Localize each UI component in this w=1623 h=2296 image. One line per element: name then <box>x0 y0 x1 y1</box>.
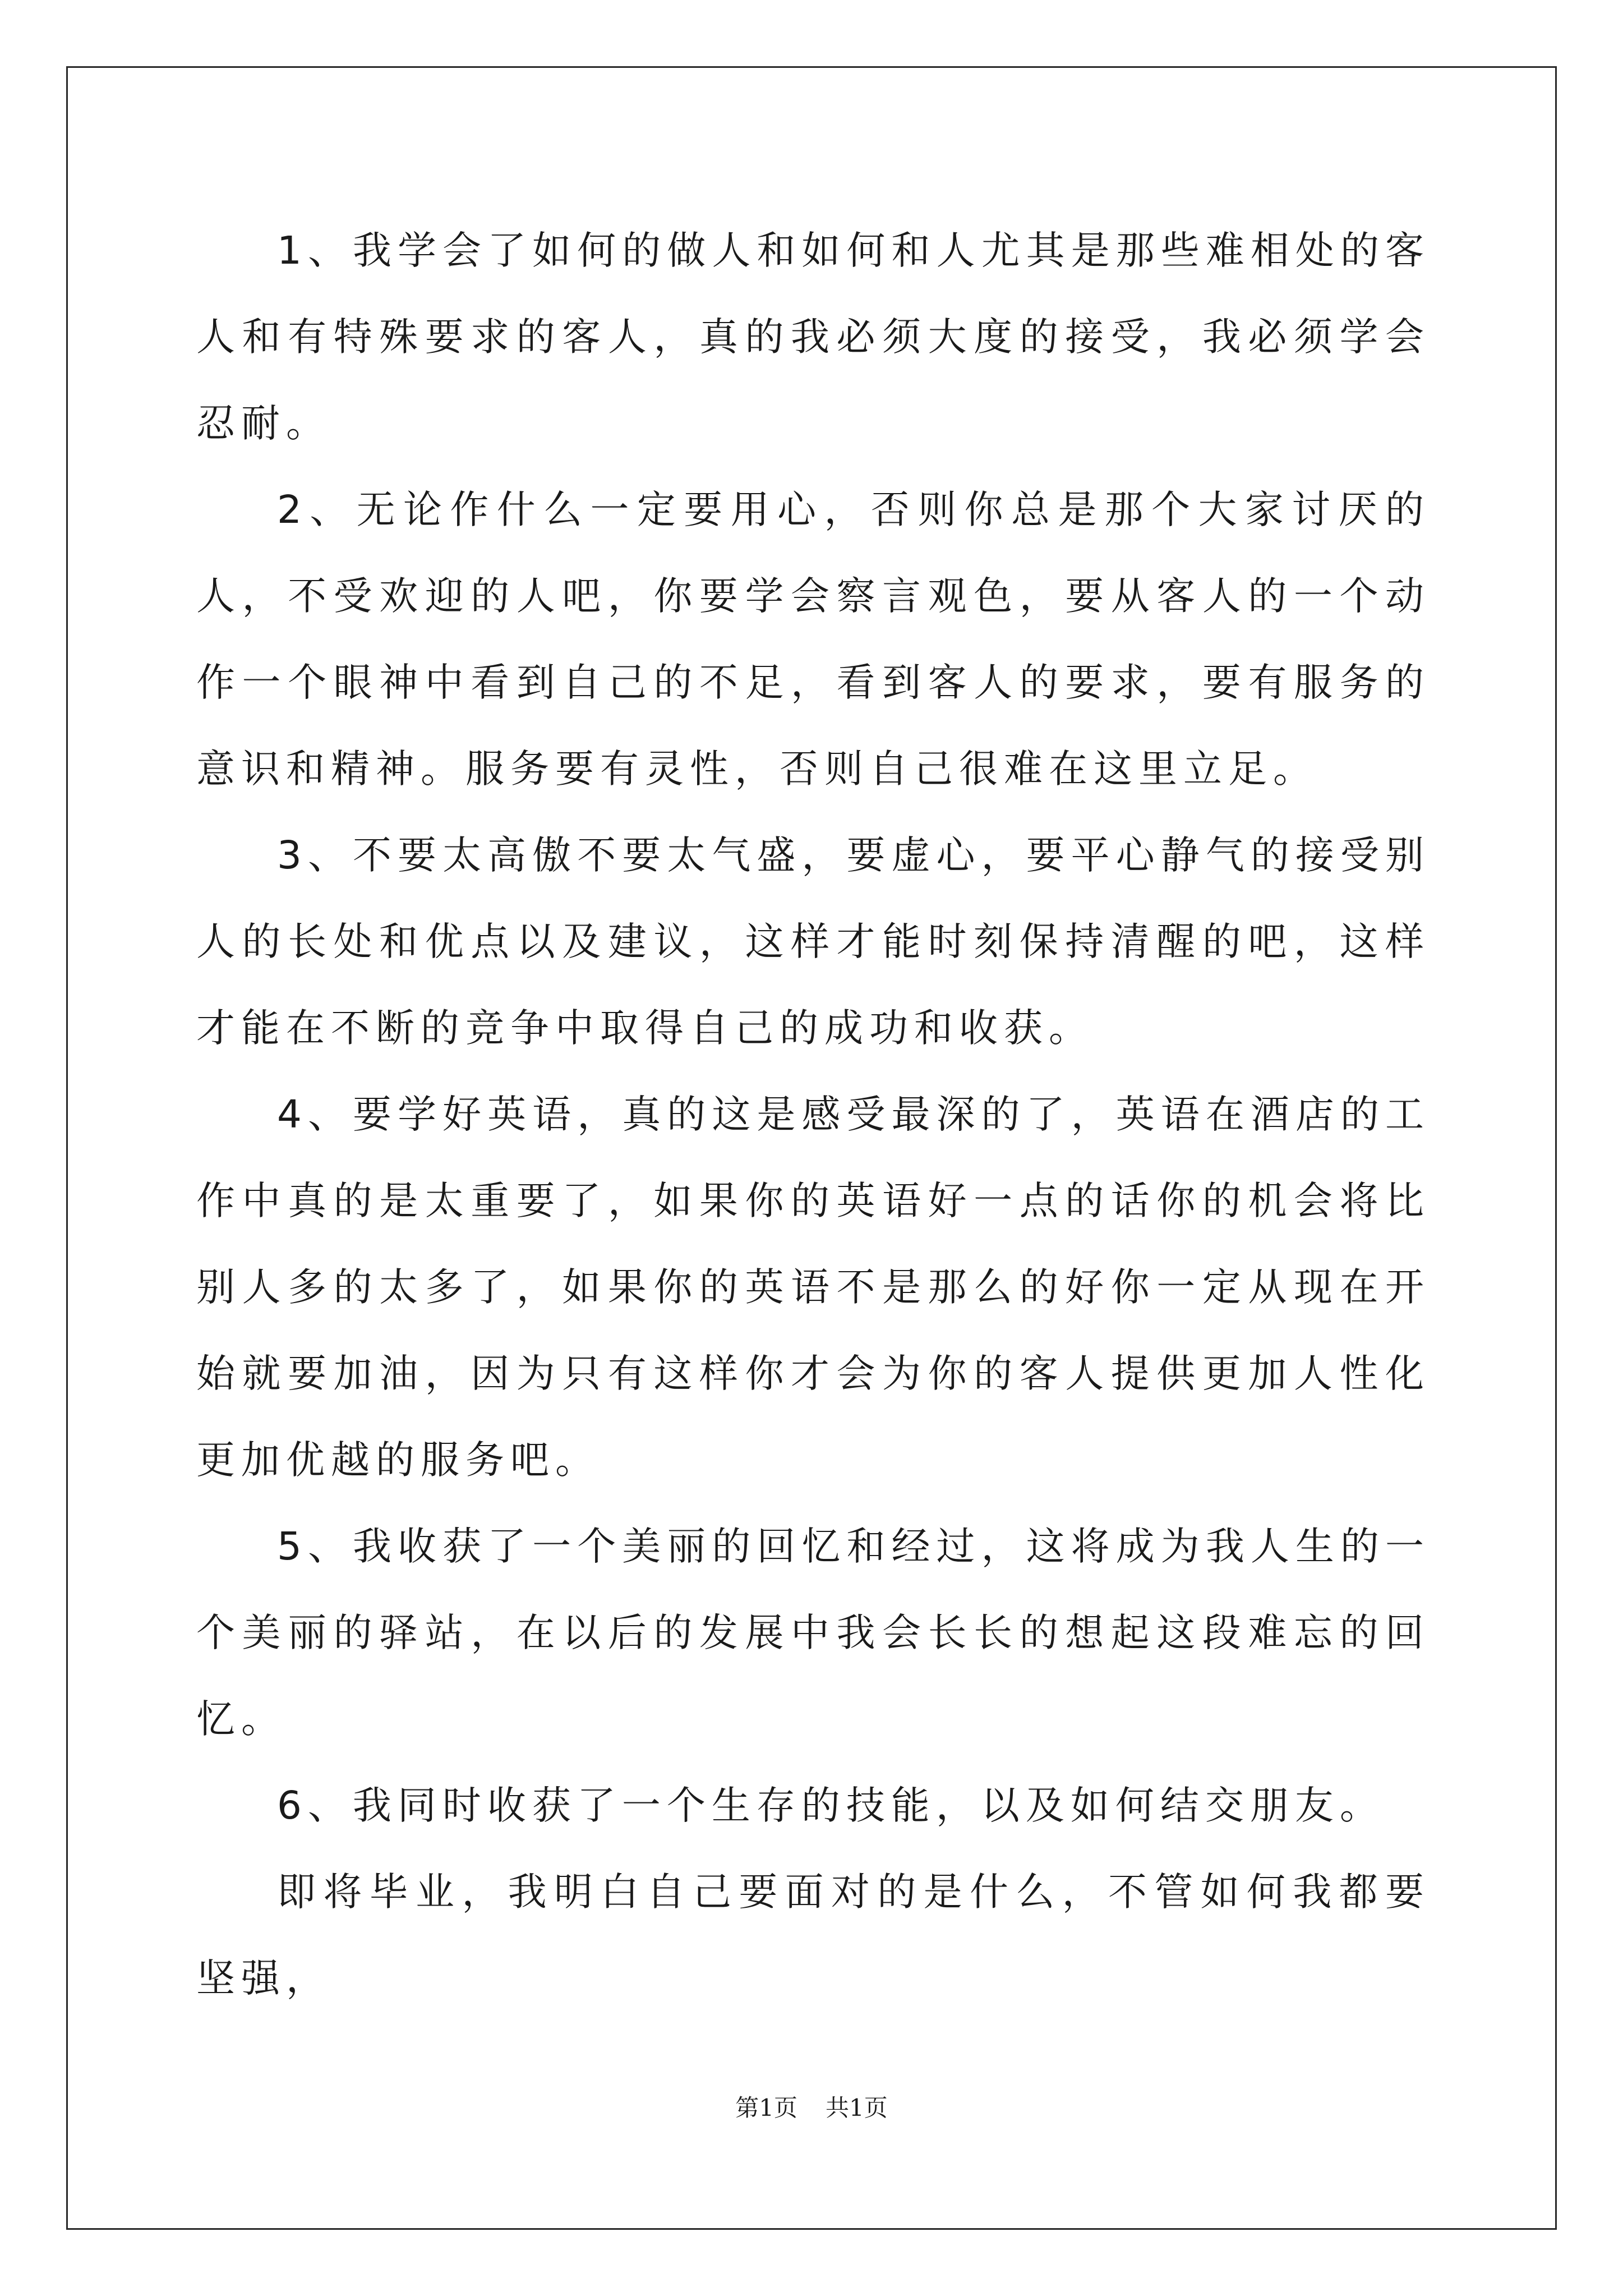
paragraph-6: 6、我同时收获了一个生存的技能，以及如何结交朋友。 <box>277 1783 1385 1828</box>
paragraph-1: 1、我学会了如何的做人和如何和人尤其是那些难相处的客人和有特殊要求的客人，真的我必须大度的接受，我必须学会忍耐。 <box>196 228 1430 446</box>
paragraph-7: 即将毕业，我明白自己要面对的是什么，不管如何我都要坚强， <box>196 1870 1430 2001</box>
paragraph-4: 4、要学好英语，真的这是感受最深的了，英语在酒店的工作中真的是太重要了，如果你的英语好一点的话你的机会将比别人多的太多了，如果你的英语不是那么的好你一定从现在开始就要加油，因为只有这样你才会为你的客人提供更加人性化更加优越的服务吧。 <box>196 1092 1430 1483</box>
total-pages: 共1页 <box>826 2094 888 2122</box>
paragraph-3: 3、不要太高傲不要太气盛，要虚心，要平心静气的接受别人的长处和优点以及建议，这样才能时刻保持清醒的吧，这样才能在不断的竞争中取得自己的成功和收获。 <box>196 833 1430 1051</box>
page-number: 第1页 <box>735 2094 797 2122</box>
page-footer <box>0 2091 1623 2125</box>
document-body <box>196 208 1430 2022</box>
paragraph-2: 2、无论作什么一定要用心，否则你总是那个大家讨厌的人，不受欢迎的人吧，你要学会察言观色，要从客人的一个动作一个眼神中看到自己的不足，看到客人的要求，要有服务的意识和精神。服务要有灵性，否则自己很难在这里立足。 <box>196 487 1430 792</box>
paragraph-5: 5、我收获了一个美丽的回忆和经过，这将成为我人生的一个美丽的驿站，在以后的发展中我会长长的想起这段难忘的回忆。 <box>196 1524 1430 1742</box>
